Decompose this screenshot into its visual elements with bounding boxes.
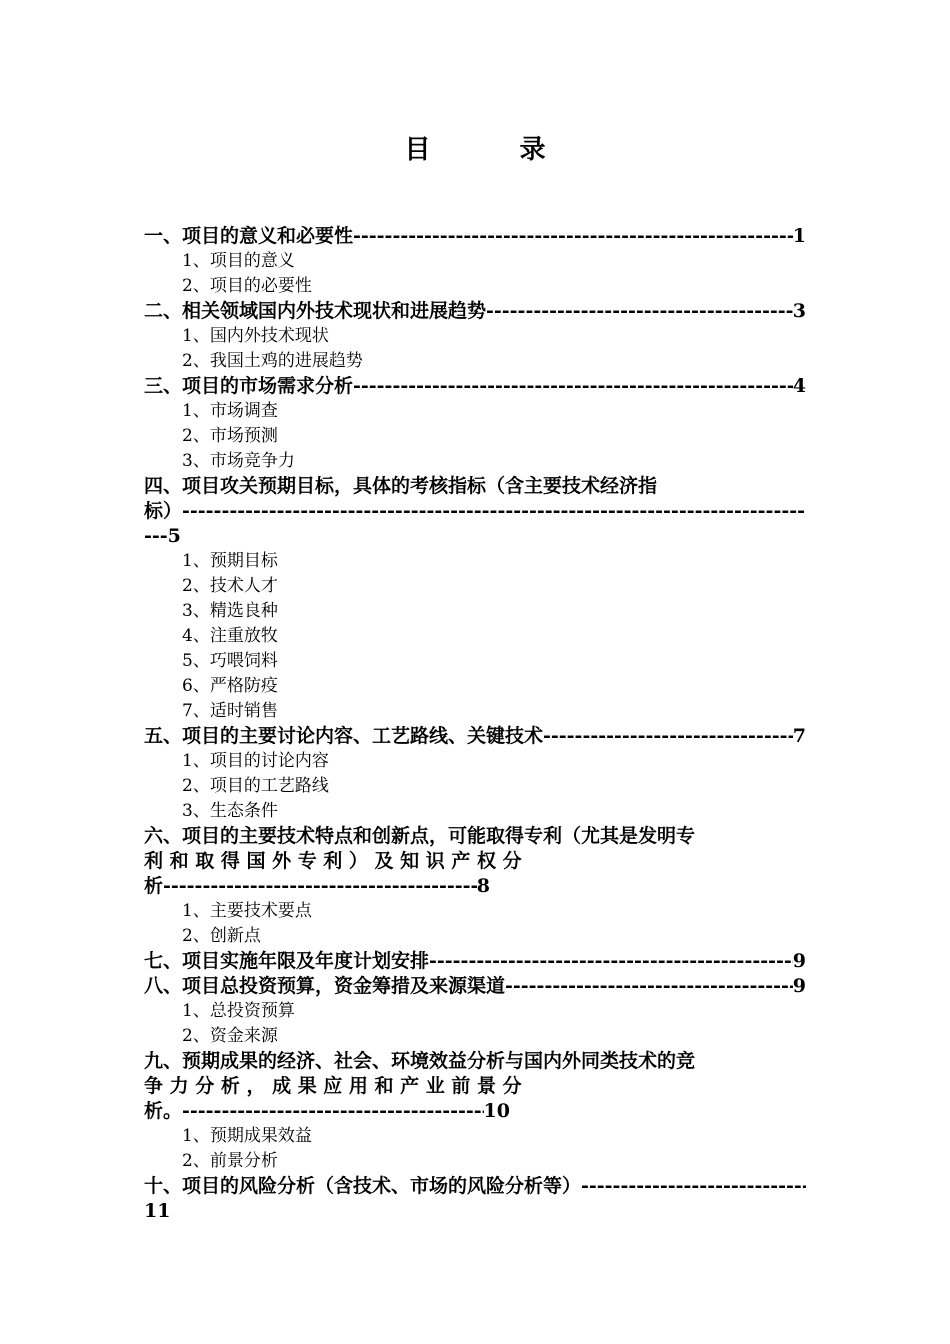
- leader-dots: [163, 874, 477, 899]
- toc-subentry[interactable]: 1、预期成果效益: [182, 1126, 312, 1146]
- toc-subentry[interactable]: 3、市场竞争力: [182, 451, 295, 471]
- toc-subentry[interactable]: 2、市场预测: [182, 426, 278, 446]
- leader-dots: [581, 1174, 806, 1199]
- toc-heading: 标）: [144, 500, 183, 522]
- leader-dots: [486, 299, 793, 324]
- toc-page-number: 9: [792, 975, 806, 997]
- toc-page-number: 1: [792, 225, 806, 247]
- toc-entry-10[interactable]: [144, 1174, 806, 1199]
- toc-entry-5[interactable]: [144, 724, 806, 749]
- toc-heading: 二、相关领域国内外技术现状和进展趋势: [144, 300, 487, 322]
- toc-subentry[interactable]: 6、严格防疫: [182, 676, 278, 696]
- toc-heading: 五、项目的主要讨论内容、工艺路线、关键技术: [144, 725, 544, 747]
- toc-page-number: 7: [792, 725, 806, 747]
- toc-subentry[interactable]: 5、巧喂饲料: [182, 651, 278, 671]
- toc-page-number: 3: [792, 300, 806, 322]
- toc-subentry[interactable]: 1、主要技术要点: [182, 901, 312, 921]
- leader-dots: [429, 949, 793, 974]
- leader-dots: [543, 724, 793, 749]
- toc-heading: 析: [144, 875, 164, 897]
- toc-heading: 三、项目的市场需求分析: [144, 375, 354, 397]
- toc-entry-4-line1[interactable]: 四、项目攻关预期目标，具体的考核指标（含主要技术经济指: [144, 475, 658, 497]
- toc-entry-2[interactable]: [144, 299, 806, 324]
- toc-page-number: 10: [483, 1100, 510, 1122]
- toc-subentry[interactable]: 4、注重放牧: [182, 626, 278, 646]
- toc-subentry[interactable]: 2、创新点: [182, 926, 261, 946]
- toc-subentry[interactable]: 3、生态条件: [182, 801, 278, 821]
- toc-heading: 一、项目的意义和必要性: [144, 225, 354, 247]
- toc-page-number: 8: [476, 875, 490, 897]
- toc-heading: 析。: [144, 1100, 183, 1122]
- leader-dots: [182, 1099, 484, 1124]
- toc-subentry[interactable]: 1、国内外技术现状: [182, 326, 329, 346]
- toc-subentry[interactable]: 2、资金来源: [182, 1026, 278, 1046]
- toc-entry-4-line2[interactable]: [144, 499, 806, 524]
- leader-dots: [182, 499, 806, 524]
- toc-page-number: 4: [792, 375, 806, 397]
- table-of-contents: [144, 224, 806, 1224]
- leader-dots: [353, 224, 793, 249]
- toc-entry-3[interactable]: [144, 374, 806, 399]
- leader-dots: [353, 374, 793, 399]
- toc-entry-9-line2[interactable]: 争 力 分 析 ， 成 果 应 用 和 产 业 前 景 分: [144, 1075, 522, 1097]
- toc-subentry[interactable]: 1、项目的意义: [182, 251, 295, 271]
- toc-entry-7[interactable]: [144, 949, 806, 974]
- toc-subentry[interactable]: 1、市场调查: [182, 401, 278, 421]
- toc-entry-4-page: ---5: [144, 525, 181, 547]
- toc-entry-6-line1[interactable]: 六、项目的主要技术特点和创新点，可能取得专利（尤其是发明专: [144, 825, 696, 847]
- toc-page-number: 11: [144, 1200, 171, 1222]
- toc-subentry[interactable]: 2、前景分析: [182, 1151, 278, 1171]
- toc-subentry[interactable]: 3、精选良种: [182, 601, 278, 621]
- toc-heading: 七、项目实施年限及年度计划安排: [144, 950, 430, 972]
- toc-entry-8[interactable]: [144, 974, 806, 999]
- toc-subentry[interactable]: 7、适时销售: [182, 701, 278, 721]
- toc-entry-6-line3[interactable]: [144, 874, 490, 899]
- toc-heading: 八、项目总投资预算，资金筹措及来源渠道: [144, 975, 506, 997]
- toc-entry-1[interactable]: [144, 224, 806, 249]
- toc-subentry[interactable]: 2、我国土鸡的进展趋势: [182, 351, 363, 371]
- toc-entry-6-line2[interactable]: 利 和 取 得 国 外 专 利 ） 及 知 识 产 权 分: [144, 850, 522, 872]
- toc-subentry[interactable]: 2、技术人才: [182, 576, 278, 596]
- toc-subentry[interactable]: 1、预期目标: [182, 551, 278, 571]
- toc-page-number: 9: [792, 950, 806, 972]
- toc-subentry[interactable]: 2、项目的工艺路线: [182, 776, 329, 796]
- toc-heading: 十、项目的风险分析（含技术、市场的风险分析等）: [144, 1175, 582, 1197]
- toc-title: 目 录: [404, 135, 586, 165]
- toc-entry-9-line3[interactable]: [144, 1099, 510, 1124]
- toc-subentry[interactable]: 2、项目的必要性: [182, 276, 312, 296]
- toc-subentry[interactable]: 1、总投资预算: [182, 1001, 295, 1021]
- leader-dots: [505, 974, 793, 999]
- toc-subentry[interactable]: 1、项目的讨论内容: [182, 751, 329, 771]
- toc-entry-9-line1[interactable]: 九、预期成果的经济、社会、环境效益分析与国内外同类技术的竞: [144, 1050, 696, 1072]
